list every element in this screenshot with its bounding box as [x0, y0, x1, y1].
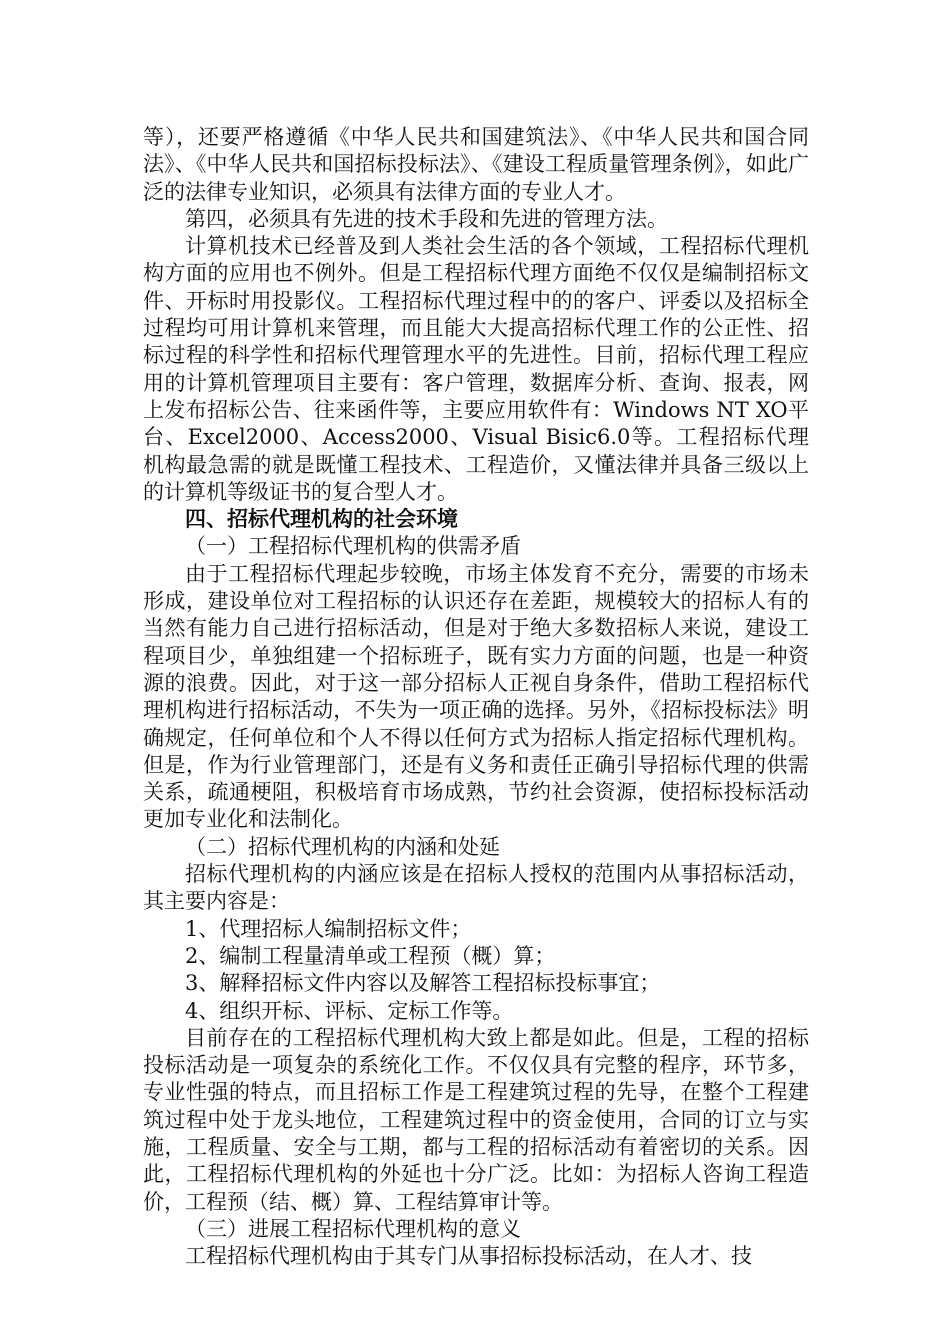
list-item-3: 3、解释招标文件内容以及解答工程招标投标事宜； — [185, 971, 661, 996]
subheading-connotation-extension: （二）招标代理机构的内涵和处延 — [185, 834, 500, 859]
paragraph-extension: 目前存在的工程招标代理机构大致上都是如此。但是，工程的招标投标活动是一项复杂的系统化工作。不仅仅具有完整的程序，环节多，专业性强的特点，而且招标工作是工程建筑过程的先导，在整个工程建筑过程中处于龙头地位，工程建筑过程中的资金使用，合同的订立与实施，工程质量、安全与工期，都与工程的招标活动有着密切的关系。因此，工程招标代理机构的外延也十分广泛。比如：为招标人咨询工程造价，工程预（结、概）算、工程结算审计等。 — [143, 1025, 809, 1214]
subheading-supply-demand: （一）工程招标代理机构的供需矛盾 — [185, 534, 521, 559]
document-page — [143, 124, 809, 1270]
paragraph-connotation: 招标代理机构的内涵应该是在招标人授权的范围内从事招标活动，其主要内容是： — [143, 862, 809, 914]
paragraph-computer-technology: 计算机技术已经普及到人类社会生活的各个领域，工程招标代理机构方面的应用也不例外。但是工程招标代理方面绝不仅仅是编制招标文件、开标时用投影仪。工程招标代理过程中的的客户、评委以及招标全过程均可用计算机来管理，而且能大大提高招标代理工作的公正性、招标过程的科学性和招标代理管理水平的先进性。目前，招标代理工程应用的计算机管理项目主要有：客户管理，数据库分析、查询、报表，网上发布招标公告、往来函件等，主要应用软件有：Windows NT XO平台、Excel2000、Access2000、Visual Bisic6.0等。工程招标代理机构最急需的就是既懂工程技术、工程造价，又懂法律并具备三级以上的计算机等级证书的复合型人才。 — [143, 234, 809, 504]
subheading-significance: （三）进展工程招标代理机构的意义 — [185, 1216, 521, 1241]
section-heading-social-environment: 四、招标代理机构的社会环境 — [185, 507, 458, 532]
paragraph-legal-knowledge: 等），还要严格遵循《中华人民共和国建筑法》、《中华人民共和国合同法》、《中华人民共和国招标投标法》、《建设工程质量管理条例》，如此广泛的法律专业知识，必须具有法律方面的专业人才。 — [143, 125, 809, 204]
list-item-1: 1、代理招标人编制招标文件； — [185, 916, 472, 941]
paragraph-fourth-requirement: 第四，必须具有先进的技术手段和先进的管理方法。 — [185, 206, 668, 231]
paragraph-supply-demand: 由于工程招标代理起步较晚，市场主体发育不充分，需要的市场未形成，建设单位对工程招标的认识还存在差距，规模较大的招标人有的当然有能力自己进行招标活动，但是对于绝大多数招标人来说，建设工程项目少，单独组建一个招标班子，既有实力方面的问题，也是一种资源的浪费。因此，对于这一部分招标人正视自身条件，借助工程招标代理机构进行招标活动，不失为一项正确的选择。另外，《招标投标法》明确规定，任何单位和个人不得以任何方式为招标人指定招标代理机构。但是，作为行业管理部门，还是有义务和责任正确引导招标代理的供需关系，疏通梗阻，积极培育市场成熟，节约社会资源，使招标投标活动更加专业化和法制化。 — [143, 561, 809, 832]
list-item-4: 4、组织开标、评标、定标工作等。 — [185, 998, 514, 1023]
list-item-2: 2、编制工程量清单或工程预（概）算； — [185, 943, 556, 968]
paragraph-significance: 工程招标代理机构由于其专门从事招标投标活动，在人才、技 — [185, 1244, 752, 1269]
